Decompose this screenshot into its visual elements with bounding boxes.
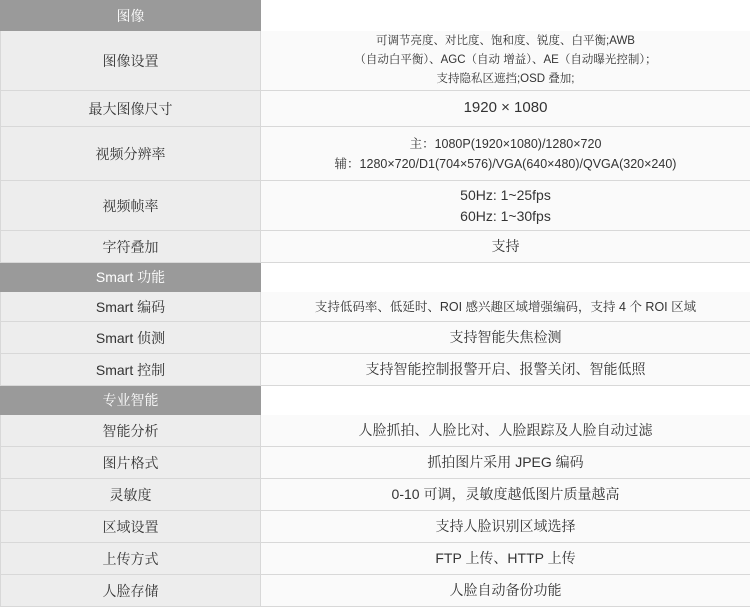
spec-row <box>1 322 750 354</box>
section-header-row <box>1 263 750 292</box>
spec-row <box>1 575 750 607</box>
spec-row-value <box>261 181 750 231</box>
spec-row-value <box>261 292 750 322</box>
spec-row-value <box>261 511 750 543</box>
spec-value-line: 支持智能控制报警开启、报警关闭、智能低照 <box>261 359 750 380</box>
spec-value-line: 支持 <box>261 236 750 257</box>
spec-row-label: 最大图像尺寸 <box>1 91 261 127</box>
spec-value-line: （自动白平衡）、AGC（自动 增益）、AE（自动曝光控制）； <box>261 51 750 70</box>
section-header-spacer <box>261 1 750 31</box>
spec-value-line: 支持低码率、低延时、ROI 感兴趣区域增强编码，支持 4 个 ROI 区域 <box>261 297 750 317</box>
spec-value-line: 可调节亮度、对比度、饱和度、锐度、白平衡;AWB <box>261 32 750 51</box>
section-header-spacer <box>261 386 750 415</box>
section-header-row <box>1 386 750 415</box>
spec-value-line: 0-10 可调，灵敏度越低图片质量越高 <box>261 484 750 505</box>
spec-row-value <box>261 91 750 127</box>
spec-value-line: 支持人脸识别区域选择 <box>261 516 750 537</box>
spec-value-line: 60Hz: 1~30fps <box>261 206 750 227</box>
section-header-label: 图像 <box>1 1 261 31</box>
spec-row <box>1 447 750 479</box>
spec-row-label: 图像设置 <box>1 31 261 91</box>
spec-row-value <box>261 322 750 354</box>
spec-value-line: 50Hz: 1~25fps <box>261 185 750 206</box>
spec-row-label: Smart 侦测 <box>1 322 261 354</box>
spec-row <box>1 31 750 91</box>
spec-row <box>1 127 750 181</box>
spec-row-label: Smart 编码 <box>1 292 261 322</box>
spec-row-value <box>261 231 750 263</box>
section-header-spacer <box>261 263 750 292</box>
spec-value-line: 人脸自动备份功能 <box>261 580 750 601</box>
spec-row <box>1 479 750 511</box>
spec-row-label: 灵敏度 <box>1 479 261 511</box>
spec-row-label: 区域设置 <box>1 511 261 543</box>
spec-row-value <box>261 354 750 386</box>
spec-row-label: 视频帧率 <box>1 181 261 231</box>
spec-value-line: 主：1080P(1920×1080)/1280×720 <box>261 134 750 154</box>
spec-row-value <box>261 31 750 91</box>
spec-value-line: 抓拍图片采用 JPEG 编码 <box>261 452 750 473</box>
spec-value-line: 支持隐私区遮挡;OSD 叠加; <box>261 70 750 89</box>
spec-value-line: 辅：1280×720/D1(704×576)/VGA(640×480)/QVGA(320×240) <box>261 154 750 174</box>
section-header-row <box>1 1 750 31</box>
spec-row-label: 人脸存储 <box>1 575 261 607</box>
spec-row-label: Smart 控制 <box>1 354 261 386</box>
spec-row-value <box>261 479 750 511</box>
spec-row <box>1 415 750 447</box>
spec-row <box>1 91 750 127</box>
spec-row-value <box>261 127 750 181</box>
spec-row-label: 图片格式 <box>1 447 261 479</box>
spec-row <box>1 354 750 386</box>
spec-row-value <box>261 575 750 607</box>
section-header-label: Smart 功能 <box>1 263 261 292</box>
spec-row <box>1 511 750 543</box>
spec-value-line: 人脸抓拍、人脸比对、人脸跟踪及人脸自动过滤 <box>261 420 750 441</box>
spec-value-line: 1920 × 1080 <box>261 97 750 120</box>
specification-table-body <box>1 1 750 607</box>
spec-row-label: 字符叠加 <box>1 231 261 263</box>
spec-row <box>1 292 750 322</box>
spec-value-line: 支持智能失焦检测 <box>261 327 750 348</box>
spec-row-label: 智能分析 <box>1 415 261 447</box>
spec-row-label: 上传方式 <box>1 543 261 575</box>
spec-row-value <box>261 447 750 479</box>
spec-row-value <box>261 543 750 575</box>
section-header-label: 专业智能 <box>1 386 261 415</box>
spec-value-line: FTP 上传、HTTP 上传 <box>261 548 750 569</box>
spec-row-value <box>261 415 750 447</box>
spec-row <box>1 181 750 231</box>
spec-row <box>1 543 750 575</box>
spec-row <box>1 231 750 263</box>
spec-row-label: 视频分辨率 <box>1 127 261 181</box>
